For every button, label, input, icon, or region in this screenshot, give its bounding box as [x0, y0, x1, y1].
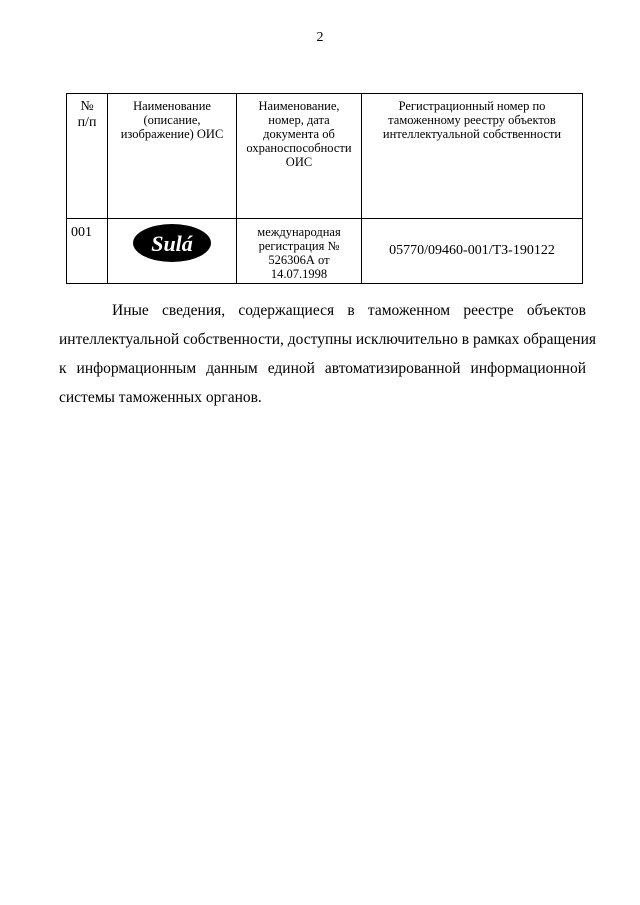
logo-cell: [108, 219, 237, 284]
svg-text:Sulá: Sulá: [151, 231, 193, 256]
header-number-line1: №: [80, 99, 94, 114]
paragraph-line-1: Иные сведения, содержащиеся в таможенном реестре объектов: [112, 302, 586, 319]
page-number: 2: [316, 30, 324, 45]
header-number-line2: п/п: [77, 114, 97, 130]
row-number: 001: [67, 219, 108, 284]
paragraph-line-2: интеллектуальной собственности, доступны исключительно в рамках обращения: [59, 331, 596, 348]
header-number: [67, 94, 108, 219]
header-name: Наименование (описание, изображение) ОИС: [108, 94, 237, 219]
table-row: [67, 219, 583, 284]
sula-logo: [132, 223, 212, 263]
paragraph-line-4: системы таможенных органов.: [59, 389, 262, 406]
header-document: Наименование, номер, дата документа об охраноспособности ОИС: [237, 94, 362, 219]
table-header-row: [67, 94, 583, 219]
header-registration: Регистрационный номер по таможенному реестру объектов интеллектуальной собственности: [362, 94, 583, 219]
registration-number: 05770/09460-001/ТЗ-190122: [362, 219, 583, 284]
registry-table: [66, 93, 583, 284]
paragraph-line-3: к информационным данным единой автоматизированной информационной: [59, 360, 586, 377]
document-cell: международная регистрация № 526306А от 14.07.1998: [237, 219, 362, 284]
info-paragraph: [59, 296, 596, 412]
